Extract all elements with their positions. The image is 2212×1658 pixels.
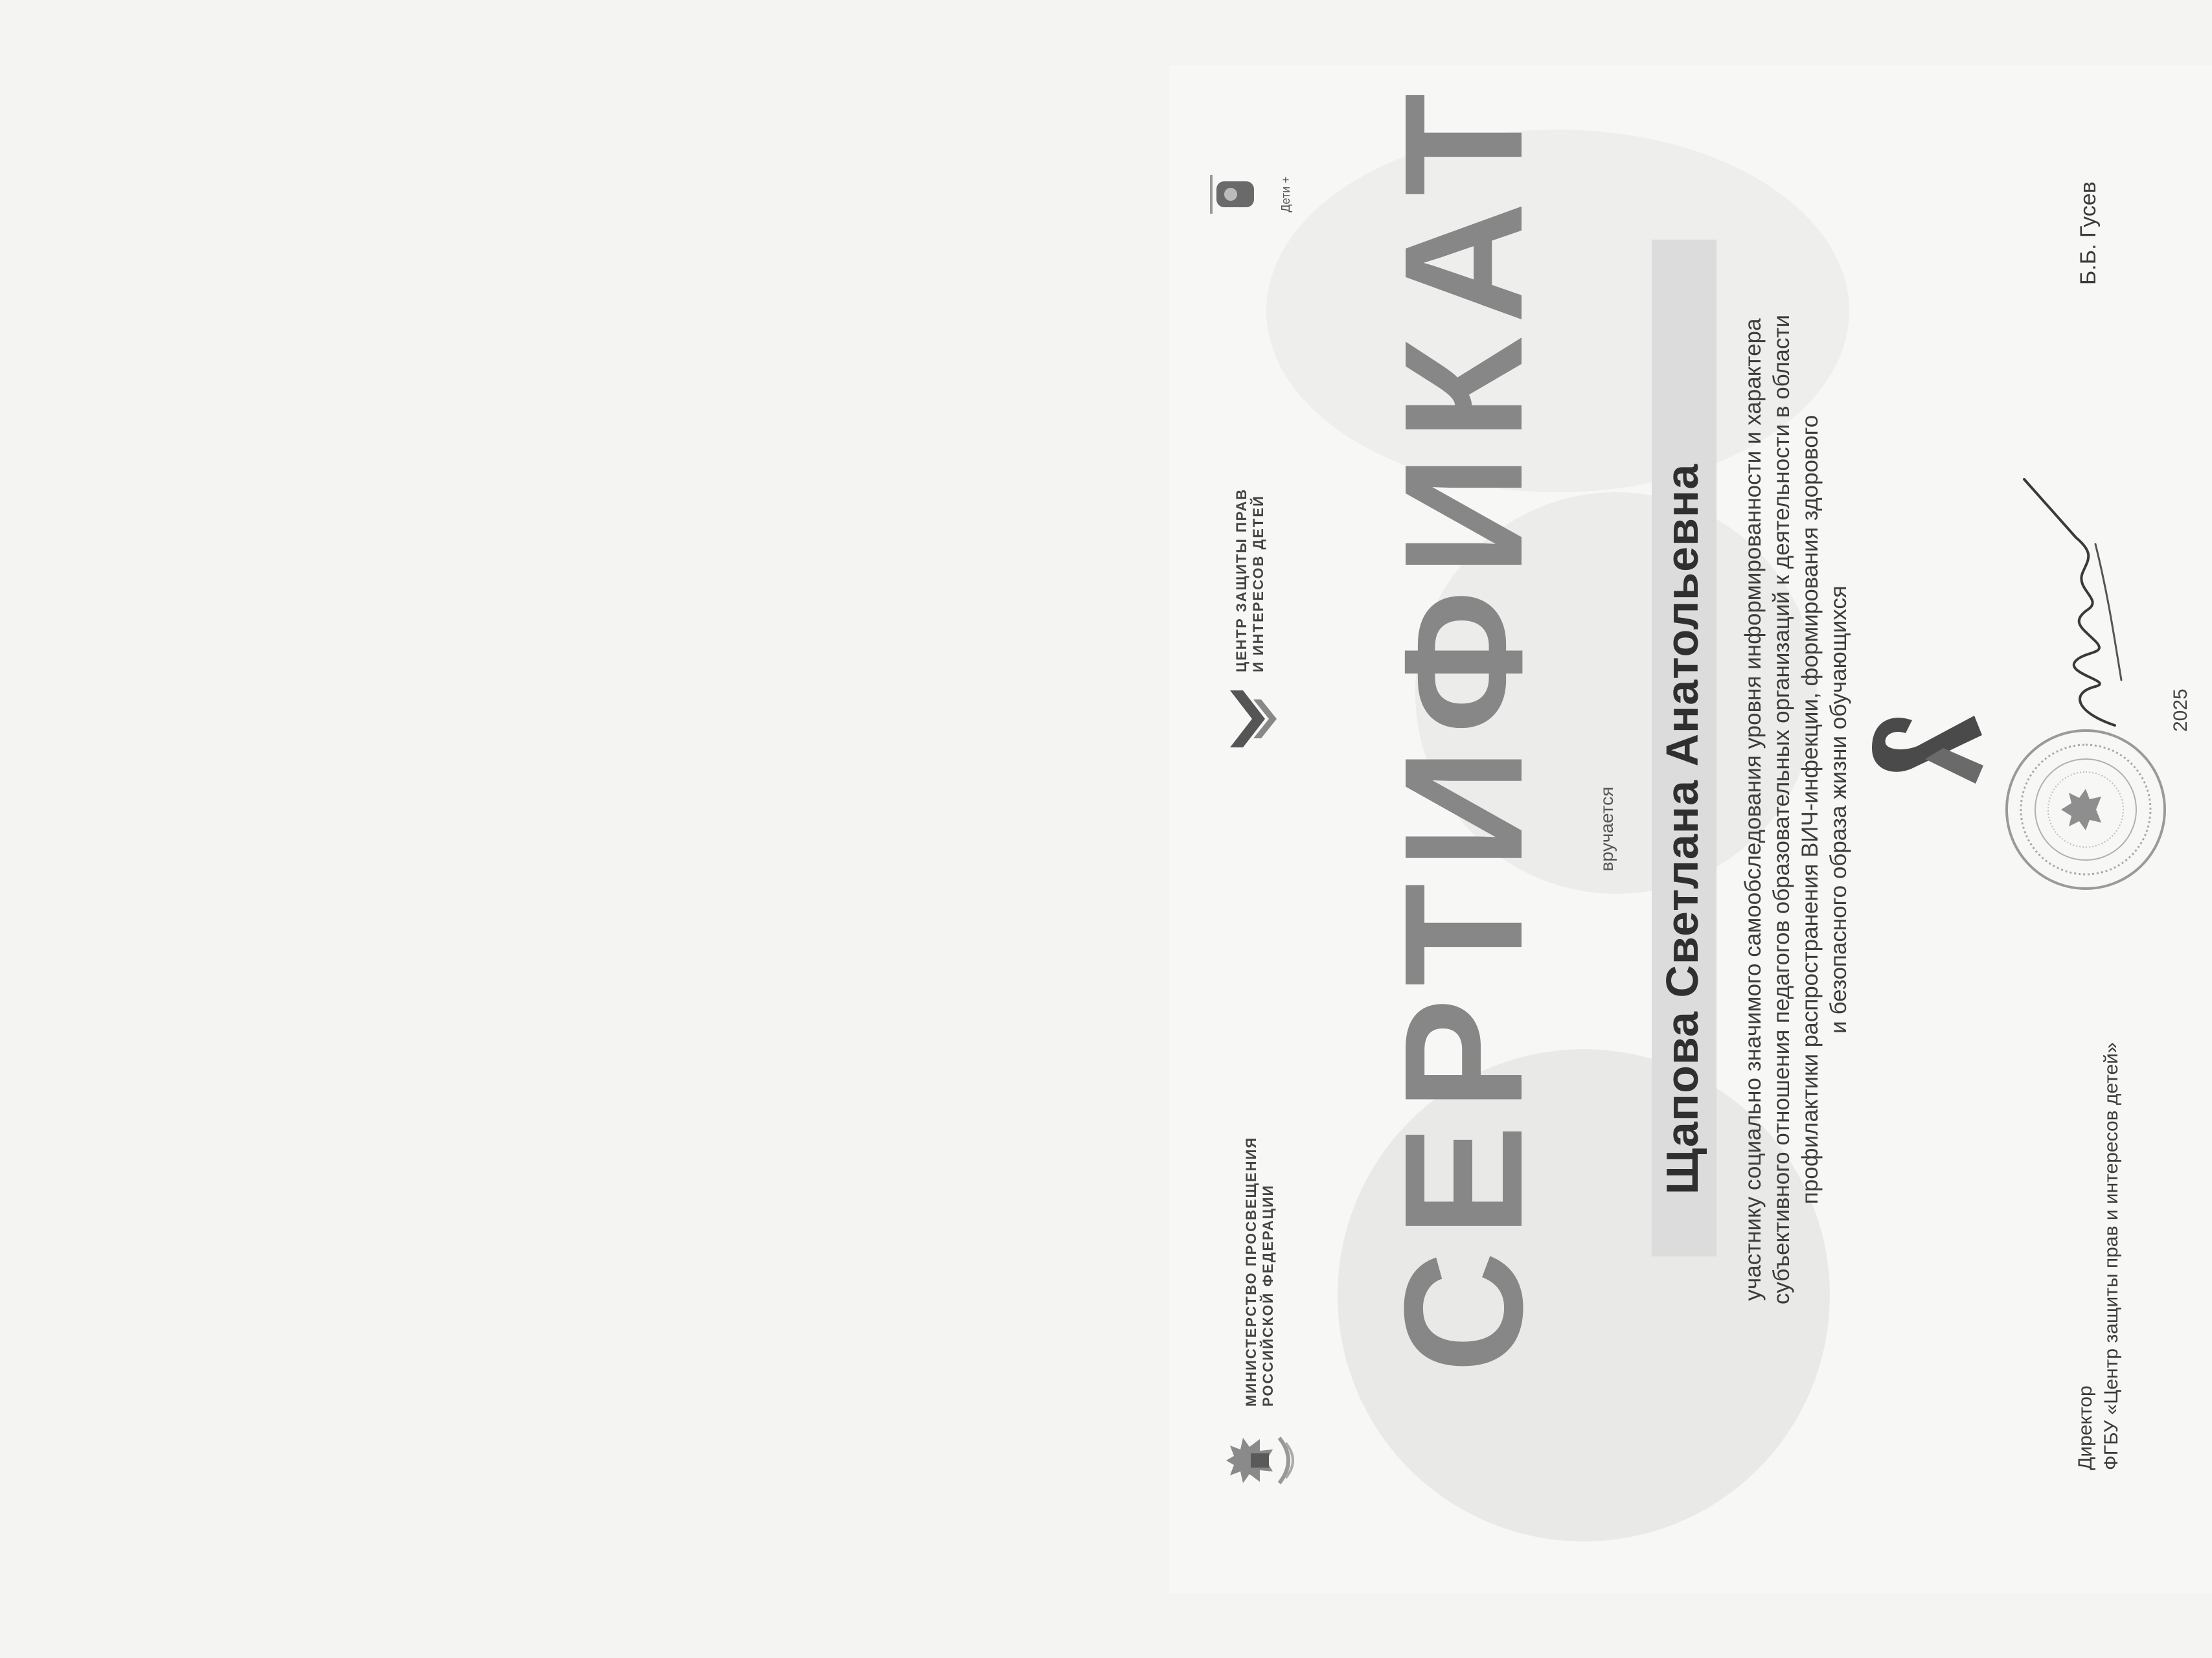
certificate-title: СЕРТИФИКАТ xyxy=(1370,79,1558,1373)
certificate-sheet xyxy=(1169,65,2212,1593)
description-line: участнику социально значимого самообследования уровня информированности и характера xyxy=(1740,318,1766,1301)
center-text: ЦЕНТР ЗАЩИТЫ ПРАВ И ИНТЕРЕСОВ ДЕТЕЙ xyxy=(1233,488,1266,672)
description-line: профилактики распространения ВИЧ-инфекции, формирования здорового xyxy=(1797,414,1823,1205)
director-title: Директор xyxy=(2075,1385,2096,1470)
logo-row xyxy=(1169,65,1318,1593)
director-block xyxy=(2073,1042,2125,1470)
chevron-logo-icon xyxy=(1221,687,1279,751)
recipient-name: Щапова Светлана Анатольевна xyxy=(1657,463,1707,1195)
awareness-ribbon-icon xyxy=(1865,699,1989,797)
awarded-label: вручается xyxy=(1597,786,1617,872)
center-logo xyxy=(1221,488,1279,751)
official-seal-icon xyxy=(2001,725,2170,894)
certificate-year: 2025 xyxy=(2170,688,2191,732)
ministry-logo xyxy=(1221,1137,1299,1496)
children-plus-icon xyxy=(1205,168,1276,220)
coat-of-arms-icon xyxy=(1221,1425,1299,1496)
ministry-text: МИНИСТЕРСТВО ПРОСВЕЩЕНИЯ РОССИЙСКОЙ ФЕДЕРАЦИИ xyxy=(1243,1136,1276,1407)
children-plus-text: Дети + xyxy=(1279,176,1292,212)
signer-name: Б.Б. Гусев xyxy=(2076,181,2101,285)
organization-name: ФГБУ «Центр защиты прав и интересов детей» xyxy=(2101,1042,2122,1470)
certificate-description xyxy=(1739,259,1853,1360)
description-line: и безопасного образа жизни обучающихся xyxy=(1826,585,1851,1034)
description-line: субъективного отношения педагогов образовательных организаций к деятельности в области xyxy=(1769,314,1794,1305)
children-plus-logo xyxy=(1205,168,1293,220)
signature-icon xyxy=(2018,466,2147,738)
